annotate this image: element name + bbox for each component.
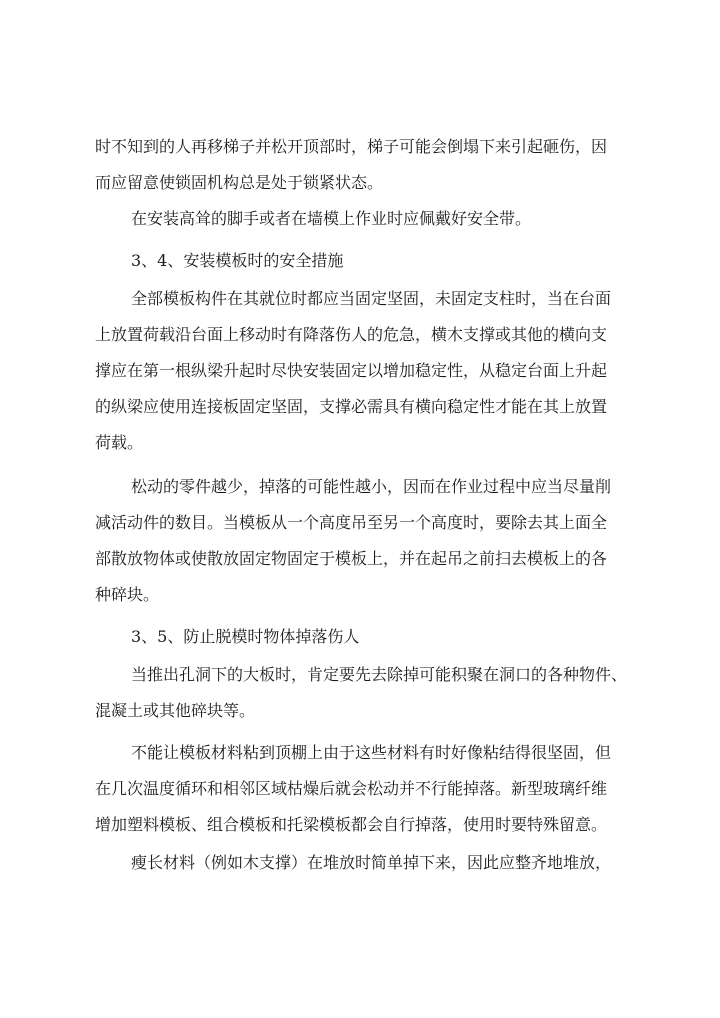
text-line: 在安装高耸的脚手或者在墙模上作业时应佩戴好安全带。 xyxy=(131,209,532,228)
text-line: 而应留意使锁固机构总是处于锁紧状态。 xyxy=(95,173,384,192)
text-line: 荷载。 xyxy=(95,433,144,452)
text-line: 增加塑料模板、组合模板和托梁模板都会自行掉落，使用时要特殊留意。 xyxy=(95,815,608,834)
text-line: 全部模板构件在其就位时都应当固定坚固，未固定支柱时，当在台面 xyxy=(131,289,612,308)
text-line: 种碎块。 xyxy=(95,585,160,604)
section-heading: 3、4、安装模板时的安全措施 xyxy=(131,251,344,270)
text-line: 瘦长材料（例如木支撑）在堆放时简单掉下来，因此应整齐地堆放， xyxy=(131,853,612,872)
text-line: 不能让模板材料粘到顶棚上由于这些材料有时好像粘结得很坚固，但 xyxy=(131,743,612,762)
text-line: 减活动件的数目。当模板从一个高度吊至另一个高度时，要除去其上面全 xyxy=(95,513,608,532)
text-line: 当推出孔洞下的大板时，肯定要先去除掉可能积聚在洞口的各种物件、 xyxy=(131,665,628,684)
text-line: 在几次温度循环和相邻区域枯燥后就会松动并不行能掉落。新型玻璃纤维 xyxy=(95,779,608,798)
section-heading: 3、5、防止脱模时物体掉落伤人 xyxy=(131,627,360,646)
text-line: 松动的零件越少，掉落的可能性越小，因而在作业过程中应当尽量削 xyxy=(131,477,612,496)
text-line: 上放置荷载沿台面上移动时有降落伤人的危急，横木支撑或其他的横向支 xyxy=(95,325,608,344)
text-line: 时不知到的人再移梯子并松开顶部时，梯子可能会倒塌下来引起砸伤，因 xyxy=(95,137,608,156)
text-line: 撑应在第一根纵梁升起时尽快安装固定以增加稳定性，从稳定台面上升起 xyxy=(95,361,608,380)
text-line: 部散放物体或使散放固定物固定于模板上，并在起吊之前扫去模板上的各 xyxy=(95,549,608,568)
text-line: 混凝土或其他碎块等。 xyxy=(95,701,256,720)
text-line: 的纵梁应使用连接板固定坚固，支撑必需具有横向稳定性才能在其上放置 xyxy=(95,397,608,416)
